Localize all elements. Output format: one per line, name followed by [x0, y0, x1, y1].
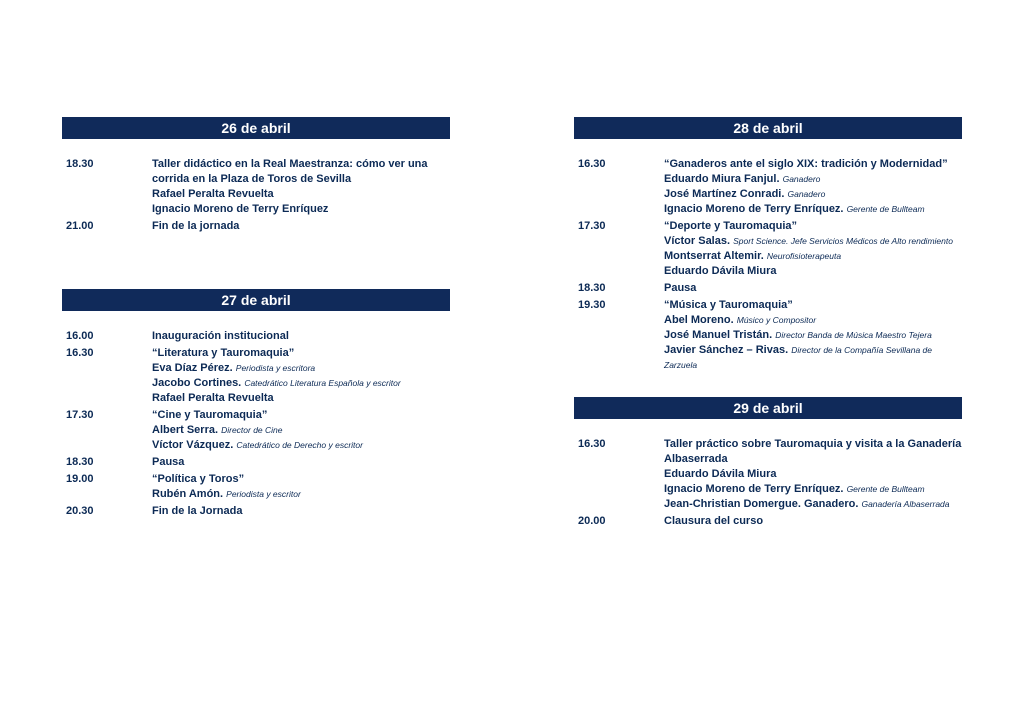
event-title: “Cine y Tauromaquia”	[152, 409, 268, 421]
speaker-name: Rafael Peralta Revuelta	[152, 392, 274, 404]
event-row	[62, 472, 450, 502]
speaker-name: Albert Serra.	[152, 424, 219, 436]
speaker-line	[152, 438, 450, 453]
event-row	[574, 437, 962, 512]
event-title: Pausa	[152, 456, 185, 468]
event-time: 18.30	[66, 158, 94, 170]
day-26-abril	[62, 117, 450, 236]
event-list	[574, 157, 962, 373]
event-row	[62, 504, 450, 519]
speaker-name: Javier Sánchez – Rivas.	[664, 344, 789, 356]
event-row	[62, 408, 450, 453]
speaker-line	[664, 343, 962, 373]
speaker-line	[664, 264, 962, 279]
speaker-name: Rafael Peralta Revuelta	[152, 188, 274, 200]
speaker-line	[664, 172, 962, 187]
event-title: “Ganaderos ante el siglo XIX: tradición y Modernidad”	[664, 158, 948, 170]
speaker-name: Eduardo Dávila Miura	[664, 265, 777, 277]
speaker-name: Jean-Christian Domergue. Ganadero.	[664, 498, 859, 510]
event-list	[62, 157, 450, 234]
speaker-name: Ignacio Moreno de Terry Enríquez.	[664, 483, 844, 495]
speaker-name: Ignacio Moreno de Terry Enríquez.	[664, 203, 844, 215]
speaker-line	[152, 187, 450, 202]
event-time: 17.30	[578, 220, 606, 232]
event-time: 16.00	[66, 330, 94, 342]
event-content	[664, 298, 962, 373]
speaker-line	[152, 391, 450, 406]
speaker-role: Gerente de Bullteam	[846, 484, 925, 494]
event-time: 18.30	[66, 456, 94, 468]
speaker-name: Eva Díaz Pérez.	[152, 362, 233, 374]
speaker-role: Gerente de Bullteam	[846, 204, 925, 214]
speaker-role: Ganadero	[787, 189, 826, 199]
speaker-role: Sport Science. Jefe Servicios Médicos de Alto rendimiento	[733, 236, 953, 246]
event-title: Taller práctico sobre Tauromaquia y visita a la Ganadería Albaserrada	[664, 438, 962, 465]
event-title: Clausura del curso	[664, 515, 764, 527]
event-title: Fin de la Jornada	[152, 505, 243, 517]
event-row	[574, 298, 962, 373]
event-row	[62, 455, 450, 470]
event-row	[62, 346, 450, 406]
speaker-role: Neurofisioterapeuta	[766, 251, 842, 261]
event-content	[152, 472, 450, 502]
speaker-line	[664, 187, 962, 202]
event-content	[664, 219, 962, 279]
event-row	[62, 157, 450, 217]
event-row	[62, 329, 450, 344]
day-header: 28 de abril	[574, 117, 962, 139]
event-content	[152, 408, 450, 453]
event-row	[574, 514, 962, 529]
event-time: 16.30	[578, 438, 606, 450]
speaker-name: Abel Moreno.	[664, 314, 734, 326]
event-time: 19.30	[578, 299, 606, 311]
event-row	[574, 157, 962, 217]
event-title: “Deporte y Tauromaquia”	[664, 220, 798, 232]
event-time: 21.00	[66, 220, 94, 232]
speaker-line	[664, 328, 962, 343]
speaker-name: José Martínez Conradi.	[664, 188, 785, 200]
event-content	[664, 514, 962, 529]
event-title: “Música y Tauromaquia”	[664, 299, 793, 311]
speaker-name: Víctor Vázquez.	[152, 439, 234, 451]
event-time: 17.30	[66, 409, 94, 421]
event-title: Fin de la jornada	[152, 220, 240, 232]
speaker-name: Jacobo Cortines.	[152, 377, 242, 389]
day-header: 27 de abril	[62, 289, 450, 311]
event-content	[152, 219, 450, 234]
speaker-line	[152, 361, 450, 376]
event-title: Pausa	[664, 282, 697, 294]
event-content	[664, 437, 962, 512]
speaker-name: Eduardo Dávila Miura	[664, 468, 777, 480]
event-title: Inauguración institucional	[152, 330, 289, 342]
speaker-role: Ganadero	[782, 174, 821, 184]
event-content	[152, 329, 450, 344]
speaker-role: Catedrático Literatura Española y escritor	[244, 378, 401, 388]
speaker-line	[664, 482, 962, 497]
event-row	[574, 219, 962, 279]
event-time: 20.00	[578, 515, 606, 527]
event-content	[152, 157, 450, 217]
event-title: Taller didáctico en la Real Maestranza: cómo ver una corrida en la Plaza de Toros de Sevilla	[152, 158, 428, 185]
speaker-line	[152, 376, 450, 391]
event-content	[664, 281, 962, 296]
speaker-role: Músico y Compositor	[736, 315, 817, 325]
speaker-name: Víctor Salas.	[664, 235, 731, 247]
event-row	[574, 281, 962, 296]
event-content	[152, 504, 450, 519]
event-content	[152, 455, 450, 470]
speaker-line	[152, 487, 450, 502]
event-content	[664, 157, 962, 217]
event-time: 19.00	[66, 473, 94, 485]
speaker-line	[664, 313, 962, 328]
speaker-line	[152, 202, 450, 217]
event-content	[152, 346, 450, 406]
speaker-name: Eduardo Miura Fanjul.	[664, 173, 780, 185]
speaker-line	[664, 249, 962, 264]
speaker-name: Montserrat Altemir.	[664, 250, 764, 262]
event-time: 16.30	[578, 158, 606, 170]
event-time: 20.30	[66, 505, 94, 517]
event-row	[62, 219, 450, 234]
event-list	[574, 437, 962, 529]
speaker-role: Catedrático de Derecho y escritor	[236, 440, 363, 450]
speaker-role: Director Banda de Música Maestro Tejera	[775, 330, 932, 340]
event-time: 18.30	[578, 282, 606, 294]
speaker-name: Ignacio Moreno de Terry Enríquez	[152, 203, 329, 215]
speaker-role: Director de la Compañía Sevillana de Zarzuela	[664, 345, 933, 370]
event-title: “Política y Toros”	[152, 473, 245, 485]
speaker-line	[664, 467, 962, 482]
day-header: 26 de abril	[62, 117, 450, 139]
speaker-line	[664, 202, 962, 217]
speaker-name: José Manuel Tristán.	[664, 329, 773, 341]
event-time: 16.30	[66, 347, 94, 359]
day-27-abril	[62, 289, 450, 521]
speaker-role: Ganadería Albaserrada	[861, 499, 950, 509]
speaker-role: Periodista y escritora	[235, 363, 316, 373]
speaker-role: Periodista y escritor	[226, 489, 301, 499]
speaker-line	[664, 234, 962, 249]
speaker-role: Director de Cine	[221, 425, 283, 435]
speaker-line	[152, 423, 450, 438]
speaker-name: Rubén Amón.	[152, 488, 224, 500]
day-29-abril	[574, 397, 962, 531]
speaker-line	[664, 497, 962, 512]
event-list	[62, 329, 450, 519]
day-28-abril	[574, 117, 962, 375]
day-header: 29 de abril	[574, 397, 962, 419]
event-title: “Literatura y Tauromaquia”	[152, 347, 295, 359]
